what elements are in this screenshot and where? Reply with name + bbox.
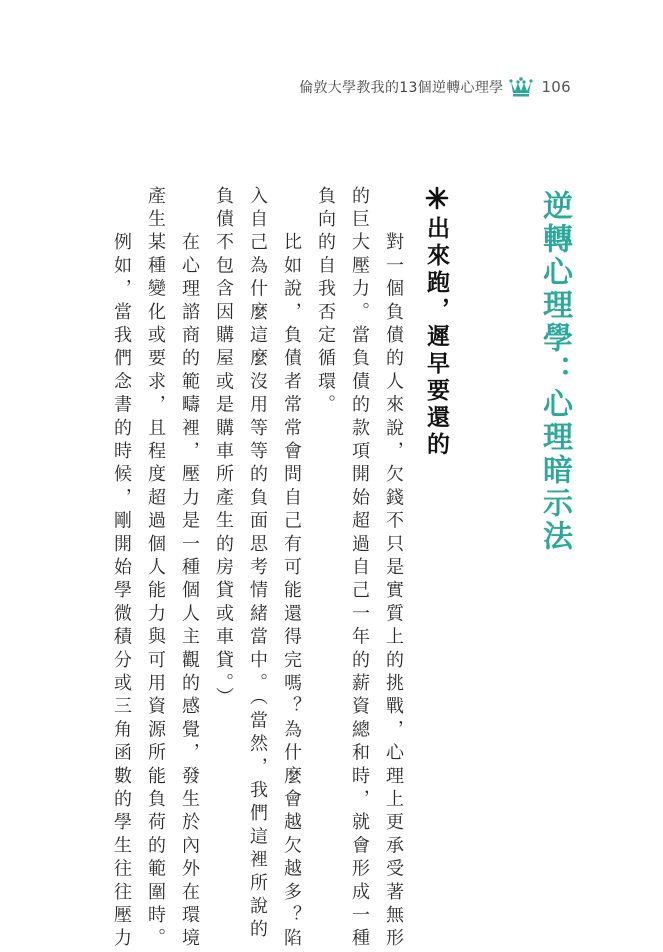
- text-column-5: 入自己為什麼這麼沒用等等的負面思考情緒當中。（當然，我們這裡所說的: [247, 186, 268, 943]
- snowflake-icon: [425, 186, 449, 210]
- text-column-3: 負向的自我否定循環。: [315, 186, 336, 418]
- section-title: 出來跑，遲早要還的: [423, 216, 449, 459]
- text-column-2: 的巨大壓力。當負債的款項開始超過自己一年的薪資總和時，就會形成一種: [349, 186, 370, 952]
- text-column-6: 負債不包含因購屋或是購車所產生的房貸或車貸。）: [213, 186, 234, 711]
- text-column-1: 對一個負債的人來說，欠錢不只是實質上的挑戰，心理上更承受著無形: [383, 186, 404, 952]
- text-column-9: 例如，當我們念書的時候，剛開始學微積分或三角函數的學生往往壓力: [111, 186, 132, 952]
- text-column-4: 比如說，負債者常常會問自己有可能還得完嗎？為什麼會越欠越多？陷: [281, 186, 302, 952]
- book-title: 倫敦大學教我的13個逆轉心理學: [299, 80, 504, 96]
- text-column-7: 在心理諮商的範疇裡，壓力是一種個人主觀的感覺，發生於內外在環境: [179, 186, 200, 952]
- running-header: [299, 74, 571, 100]
- text-column-8: 產生某種變化或要求，且程度超過個人能力與可用資源所能負荷的範圍時。: [145, 186, 166, 952]
- crown-icon: [509, 76, 533, 98]
- page-number: 106: [541, 78, 571, 96]
- section-heading: [420, 186, 453, 459]
- chapter-title: 逆轉心理學：心理暗示法: [537, 190, 572, 553]
